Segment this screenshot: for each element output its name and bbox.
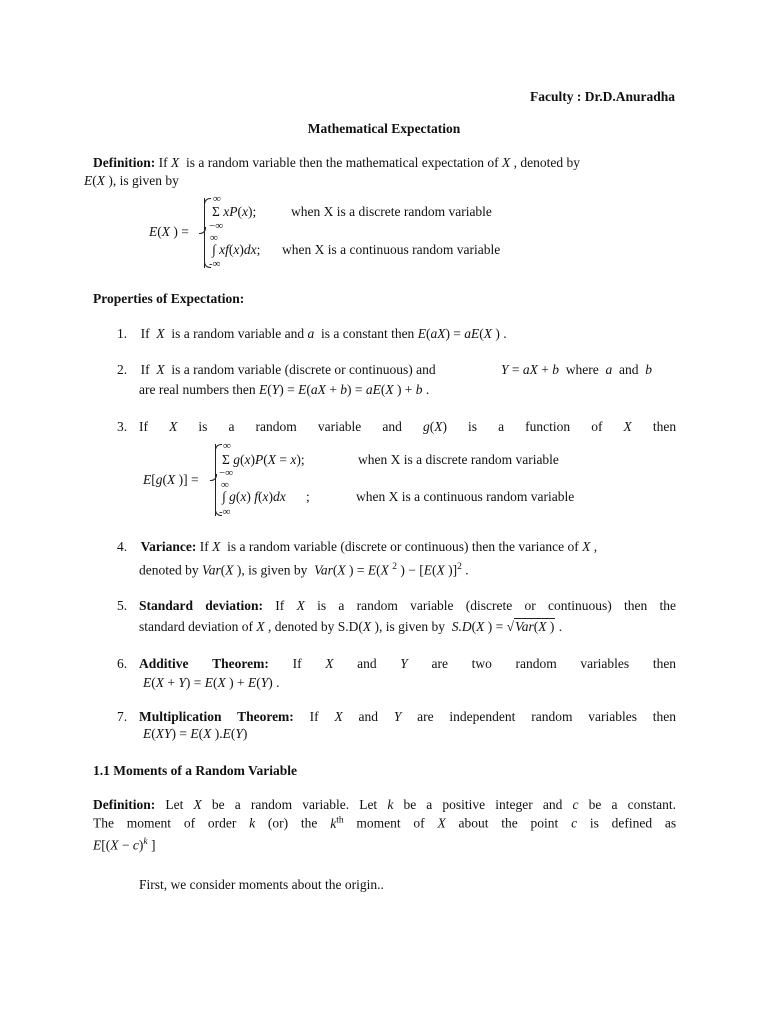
g-discrete-case-text: when X is a discrete random variable [358, 452, 559, 467]
continuous-case-text: when X is a continuous random variable [282, 242, 501, 257]
sum-upper-limit: ∞ [213, 193, 221, 205]
integral-upper-limit: ∞ [210, 232, 218, 244]
formula-brace [204, 198, 205, 268]
property-4-line-1: 4. Variance: If X is a random variable (discrete or continuous) then the variance of X , [117, 539, 598, 554]
moments-heading: 1.1 Moments of a Random Variable [93, 763, 298, 778]
sum-lower-limit: −∞ [209, 220, 224, 232]
moments-formula: $E[(X - c)^k$ ] [93, 837, 156, 853]
property-2-line-2: are real numbers then E(Y) = E(aX + b) = aE(X ) + b . [139, 382, 430, 397]
faculty-line: Faculty : Dr.D.Anuradha [529, 89, 675, 104]
property-6-number: 6. [117, 656, 128, 671]
g-sum-upper-limit: ∞ [223, 440, 231, 452]
moments-definition-line-1: Definition: Let X be a random variable. Let k be a positive integer and c be a constant. [93, 797, 676, 812]
property-7-number: 7. [117, 709, 128, 724]
property-7-line-1: Multiplication Theorem: If X and Y are independent random variables then [139, 709, 677, 724]
property-7-line-2: E(XY) = E(X ).E(Y) [143, 726, 248, 741]
property-2-line-1: 2. If X is a random variable (discrete or continuous) and [117, 362, 436, 377]
continuous-formula: ∫ xf(x)dx; [212, 242, 261, 257]
property-6-line-2: E(X + Y) = E(X ) + E(Y) . [143, 675, 280, 690]
property-1: 1. If X is a random variable and a is a constant then E(aX) = aE(X ) . [117, 326, 507, 341]
property-2-affine: Y = aX + b where a and b [501, 362, 652, 377]
property-6-line-1: Additive Theorem: If X and Y are two random variables then [139, 656, 677, 671]
property-5-line-1: Standard deviation: If X is a random variable (discrete or continuous) then the [139, 598, 677, 613]
function-formula-brace [215, 444, 216, 516]
page-title: Mathematical Expectation [307, 121, 461, 136]
g-discrete-formula: Σ g(x)P(X = x); [222, 452, 305, 467]
moments-definition-line-2: The moment of order k (or) the $k^{th}$ moment of X about the point c is defined as [93, 815, 677, 831]
property-3-line-1: If X is a random variable and g(X) is a function of X then [139, 419, 677, 434]
property-4-line-2: denoted by Var(X ), is given by Var(X ) = E(X $^2$ ) − [E(X )]$^2$ . [139, 562, 469, 578]
property-5-number: 5. [117, 598, 128, 613]
g-continuous-case-text: when X is a continuous random variable [356, 489, 575, 504]
g-sum-lower-limit: −∞ [219, 467, 234, 479]
properties-heading: Properties of Expectation: [93, 291, 245, 306]
g-continuous-formula: ∫ g(x) f(x)dx ; [222, 489, 310, 504]
function-expectation-lhs: E[g(X )] = [143, 472, 199, 487]
integral-lower-limit: -∞ [209, 258, 221, 270]
expectation-formula-lhs: E(X ) = [149, 224, 189, 239]
discrete-formula: Σ xP(x); [212, 204, 257, 219]
discrete-case-text: when X is a discrete random variable [291, 204, 492, 219]
definition-line-2: E(X ), is given by [84, 173, 179, 188]
definition-line-1: Definition: If X is a random variable then the mathematical expectation of X , denoted by [93, 155, 580, 170]
property-5-line-2: standard deviation of X , denoted by S.D(X ), is given by S.D(X ) = √Var(X ) . [139, 619, 563, 634]
g-integral-lower-limit: -∞ [219, 506, 231, 518]
property-3-number: 3. [117, 419, 128, 434]
closing-sentence: First, we consider moments about the origin.. [139, 877, 384, 892]
g-integral-upper-limit: ∞ [221, 479, 229, 491]
